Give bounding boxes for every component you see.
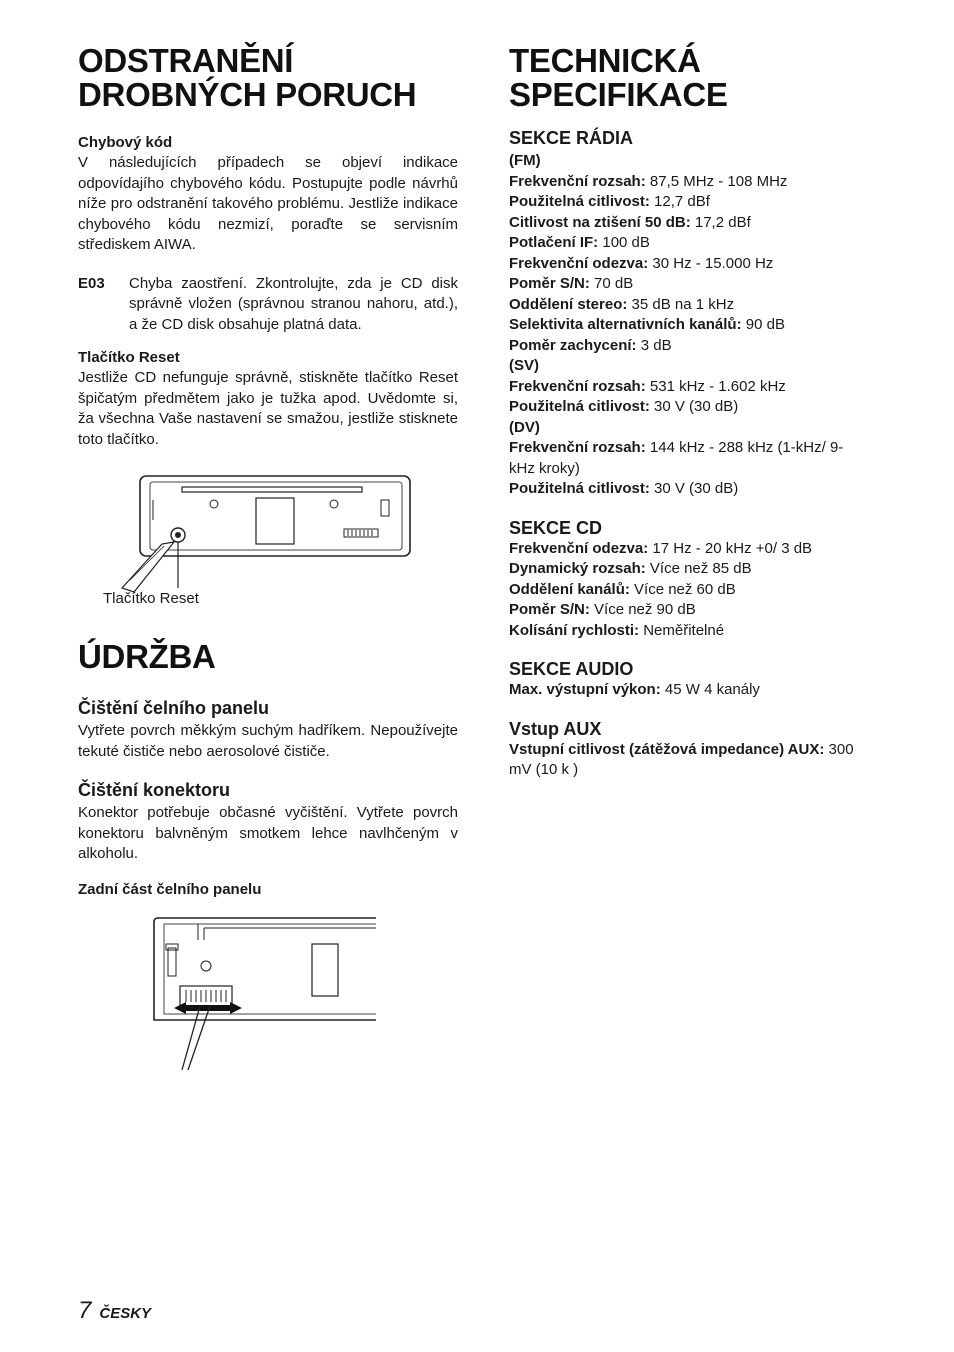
aux-section-heading: Vstup AUX [509, 718, 602, 739]
error-code: E03 [78, 274, 105, 292]
spec-line [509, 213, 869, 234]
spec-value: 30 V (30 dB) [649, 480, 739, 497]
connector-cleaning-heading: Čištění konektoru [78, 780, 231, 800]
error-description: Chyba zaostření. Zkontrolujte, zda je CD disk správně vložen (správnou stranou nahoru, atd.), a že CD disk obsahuje platná data. [129, 274, 458, 333]
spec-line [509, 397, 869, 418]
spec-label: Frekvenční odezva: [509, 254, 649, 272]
spec-label: Použitelná citlivost: [509, 480, 650, 497]
spec-label: Vstupní citlivost (zátěžová impedance) AUX: [509, 740, 825, 758]
title-line: DROBNÝCH PORUCH [78, 76, 417, 113]
spec-label: Poměr S/N: [509, 275, 590, 292]
dv-label: (DV) [509, 418, 540, 436]
spec-line [509, 740, 869, 781]
reset-figure-label: Tlačítko Reset [103, 590, 199, 607]
spec-line [509, 479, 869, 500]
spec-line [509, 315, 869, 336]
spec-label: Použitelná citlivost: [509, 398, 650, 415]
spec-value: 300 mV (10 k ) [509, 740, 854, 778]
spec-label: Citlivost na ztišení 50 dB: [509, 213, 691, 231]
spec-label: Oddělení stereo: [509, 295, 628, 313]
title-line: TECHNICKÁ [509, 42, 701, 79]
spec-value: 35 dB na 1 kHz [627, 295, 735, 313]
spec-line [509, 295, 869, 316]
spec-line [509, 559, 869, 580]
spec-title [509, 44, 869, 112]
spec-label: Oddělení kanálů: [509, 580, 630, 598]
left-column [78, 44, 458, 1084]
radio-section-heading: SEKCE RÁDIA [509, 128, 634, 148]
spec-line [509, 539, 869, 560]
error-entry [78, 274, 458, 336]
spec-line [509, 600, 869, 621]
back-panel-illustration [78, 914, 458, 1084]
spec-value: 17 Hz - 20 kHz +0/ 3 dB [648, 539, 813, 557]
title-line: SPECIFIKACE [509, 76, 728, 113]
page-number: 7 [78, 1297, 92, 1324]
spec-line [509, 438, 869, 479]
spec-line [509, 621, 869, 642]
right-column [509, 44, 869, 781]
spec-label: Kolísání rychlosti: [509, 621, 640, 639]
fm-spec-list [509, 172, 869, 357]
spec-value: 100 dB [598, 234, 650, 251]
spec-value: 17,2 dBf [690, 213, 751, 231]
aux-spec-list [509, 740, 869, 781]
spec-value: 30 Hz - 15.000 Hz [648, 254, 774, 272]
spec-value: 30 V (30 dB) [649, 398, 739, 415]
spec-label: Selektivita alternativních kanálů: [509, 316, 742, 333]
spec-value: Více než 85 dB [645, 560, 752, 577]
spec-label: Použitelná citlivost: [509, 193, 650, 210]
page-footer [78, 1297, 151, 1325]
spec-line [509, 580, 869, 601]
dv-spec-list [509, 438, 869, 500]
sv-spec-list [509, 377, 869, 418]
cd-section-heading: SEKCE CD [509, 517, 603, 538]
reset-text: Jestliže CD nefunguje správně, stiskněte tlačítko Reset špičatým předmětem jako je tužka apod. Uvědomte si, ža všechna Vaše nastavení se smažou, jestliže stisknete toto tlačítko. [78, 369, 458, 448]
troubleshooting-title [78, 44, 458, 112]
reset-figure [78, 470, 458, 620]
spec-label: Frekvenční rozsah: [509, 172, 646, 190]
spec-line [509, 254, 869, 275]
cd-spec-list [509, 539, 869, 642]
spec-line [509, 680, 869, 701]
audio-spec-list [509, 680, 869, 701]
spec-value: Více než 60 dB [629, 580, 736, 598]
spec-line [509, 336, 869, 357]
panel-cleaning-heading: Čištění čelního panelu [78, 698, 270, 718]
maintenance-title: ÚDRŽBA [78, 638, 216, 675]
spec-line [509, 377, 869, 398]
spec-value: 144 kHz - 288 kHz (1-kHz/ 9-kHz kroky) [509, 439, 844, 477]
spec-value: 45 W 4 kanály [660, 681, 760, 698]
title-line: ODSTRANĚNÍ [78, 42, 294, 79]
spec-label: Potlačení IF: [509, 234, 599, 251]
spec-value: 531 kHz - 1.602 kHz [645, 377, 786, 395]
audio-section-heading: SEKCE AUDIO [509, 659, 634, 679]
spec-label: Poměr S/N: [509, 601, 590, 618]
spec-value: Neměřitelné [639, 621, 725, 639]
spec-line [509, 233, 869, 254]
spec-label: Dynamický rozsah: [509, 560, 646, 577]
panel-cleaning-text: Vytřete povrch měkkým suchým hadříkem. Nepoužívejte tekuté čističe nebo aerosolové čističe. [78, 722, 458, 760]
spec-label: Frekvenční rozsah: [509, 377, 646, 395]
back-panel-heading: Zadní část čelního panelu [78, 880, 262, 898]
spec-line [509, 172, 869, 193]
sv-label: (SV) [509, 357, 539, 374]
spec-value: 90 dB [741, 316, 785, 333]
spec-value: 12,7 dBf [649, 193, 710, 210]
error-code-heading: Chybový kód [78, 134, 173, 151]
spec-label: Poměr zachycení: [509, 336, 637, 354]
spec-label: Frekvenční odezva: [509, 539, 649, 557]
spec-line [509, 192, 869, 213]
reset-heading: Tlačítko Reset [78, 349, 180, 366]
fm-label: (FM) [509, 152, 541, 169]
spec-line [509, 274, 869, 295]
connector-cleaning-text: Konektor potřebuje občasné vyčištění. Vytřete povrch konektoru balvněným smotkem lehce navlhčeným v alkoholu. [78, 804, 458, 862]
spec-label: Frekvenční rozsah: [509, 439, 646, 456]
spec-label: Max. výstupní výkon: [509, 681, 661, 698]
spec-value: 87,5 MHz - 108 MHz [645, 172, 788, 190]
error-code-text: V následujících případech se objeví indikace odpovídajího chybového kódu. Postupujte podle návrhů níže pro odstranění takového problému. Jestliže indikace chybového kódu nezmizí, poraďte se servisním střediskem AIWA. [78, 154, 458, 253]
page-language: ČESKY [99, 1305, 152, 1322]
spec-value: 70 dB [589, 275, 634, 292]
spec-value: Více než 90 dB [589, 601, 696, 618]
spec-value: 3 dB [636, 336, 672, 354]
